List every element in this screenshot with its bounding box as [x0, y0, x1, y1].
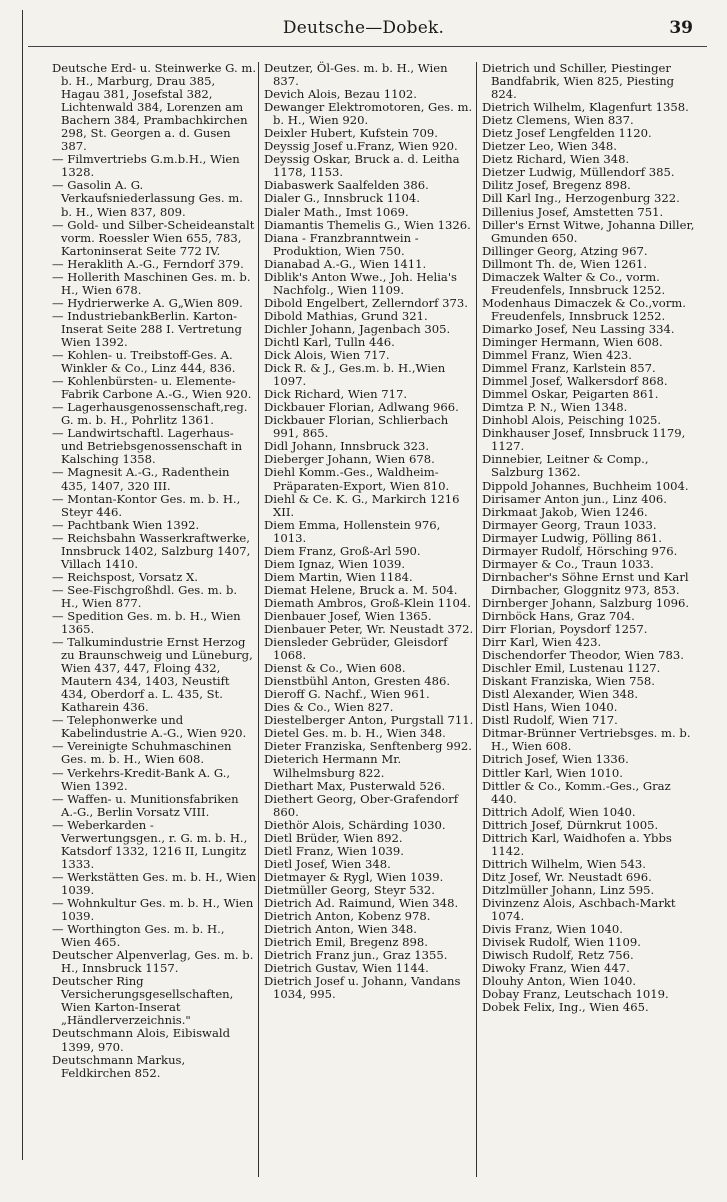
directory-entry: — IndustriebankBerlin. Karton-Inserat Seite 288 I. Vertretung Wien 1392.: [52, 308, 242, 349]
directory-entry: Dittrich Josef, Dürnkrut 1005.: [482, 817, 659, 832]
directory-entry: — Hollerith Maschinen Ges. m. b. H., Wien 678.: [52, 269, 251, 297]
directory-entry: Dietrich Anton, Wien 348.: [264, 922, 417, 937]
directory-entry: Dirnböck Hans, Graz 704.: [482, 608, 635, 623]
directory-entry: Ditz Josef, Wr. Neustadt 696.: [482, 869, 652, 884]
directory-entry: Dietel Ges. m. b. H., Wien 348.: [264, 726, 446, 741]
directory-entry: Ditzlmüller Johann, Linz 595.: [482, 882, 655, 897]
directory-entry: Dietzer Leo, Wien 348.: [482, 139, 617, 154]
directory-entry: Dimmel Josef, Walkersdorf 868.: [482, 374, 668, 389]
directory-entry: Dittrich Adolf, Wien 1040.: [482, 804, 636, 819]
directory-entry: Dirmayer Ludwig, Pölling 861.: [482, 530, 662, 545]
directory-entry: Divisek Rudolf, Wien 1109.: [482, 935, 641, 950]
directory-entry: Dianabad A.-G., Wien 1411.: [264, 256, 427, 271]
directory-entry: Diem Emma, Hollenstein 976, 1013.: [264, 517, 441, 545]
directory-entry: Diller's Ernst Witwe, Johanna Diller, Gmunden 650.: [482, 217, 695, 245]
directory-entry: Dinnebier, Leitner & Comp., Salzburg 1362.: [482, 452, 649, 480]
directory-entry: Dimmel Franz, Wien 423.: [482, 348, 632, 363]
directory-entry: Diethör Alois, Schärding 1030.: [264, 817, 446, 832]
directory-entry: Diehl Komm.-Ges., Waldheim-Präparaten-Export, Wien 810.: [264, 465, 450, 493]
directory-entry: — Filmvertriebs G.m.b.H., Wien 1328.: [52, 152, 240, 180]
directory-entry: Dietl Brüder, Wien 892.: [264, 830, 403, 845]
directory-entry: Diblik's Anton Wwe., Joh. Helia's Nachfolg., Wien 1109.: [264, 269, 457, 297]
directory-entry: Dibold Mathias, Grund 321.: [264, 308, 428, 323]
directory-entry: Dittler Karl, Wien 1010.: [482, 765, 623, 780]
directory-entry: Dill Karl Ing., Herzogenburg 322.: [482, 191, 680, 206]
directory-entry: Diem Ignaz, Wien 1039.: [264, 556, 406, 571]
directory-entry: — Heraklith A.-G., Ferndorf 379.: [52, 256, 244, 271]
directory-entry: Dialer Math., Imst 1069.: [264, 204, 409, 219]
column-2: [264, 62, 474, 1001]
directory-entry: — Reichsbahn Wasserkraftwerke, Innsbruck 1402, Salzburg 1407, Villach 1410.: [52, 530, 251, 571]
directory-entry: Dobay Franz, Leutschach 1019.: [482, 987, 669, 1002]
directory-entry: Dietrich Wilhelm, Klagenfurt 1358.: [482, 100, 689, 115]
directory-entry: Didl Johann, Innsbruck 323.: [264, 439, 430, 454]
directory-entry: Dimarko Josef, Neu Lassing 334.: [482, 321, 675, 336]
directory-entry: Diwoky Franz, Wien 447.: [482, 961, 630, 976]
page-number: 39: [669, 18, 693, 38]
directory-entry: Dietrich Emil, Bregenz 898.: [264, 935, 428, 950]
directory-entry: Deutscher Alpenverlag, Ges. m. b. H., Innsbruck 1157.: [52, 948, 254, 976]
directory-entry: — Waffen- u. Munitionsfabriken A.-G., Berlin Vorsatz VIII.: [52, 791, 239, 819]
directory-entry: Dirisamer Anton jun., Linz 406.: [482, 491, 667, 506]
directory-entry: Dienstbühl Anton, Gresten 486.: [264, 674, 451, 689]
directory-entry: Dietz Josef Lengfelden 1120.: [482, 126, 652, 141]
directory-entry: Distl Hans, Wien 1040.: [482, 700, 618, 715]
directory-entry: Divis Franz, Wien 1040.: [482, 922, 623, 937]
directory-entry: Diabaswerk Saalfelden 386.: [264, 178, 429, 193]
directory-entry: Dichtl Karl, Tulln 446.: [264, 334, 395, 349]
directory-entry: Dietmüller Georg, Steyr 532.: [264, 882, 435, 897]
directory-entry: Dillinger Georg, Atzing 967.: [482, 243, 648, 258]
directory-entry: Dirmayer Georg, Traun 1033.: [482, 517, 657, 532]
directory-entry: Dietmayer & Rygl, Wien 1039.: [264, 869, 444, 884]
directory-entry: Diana - Franzbranntwein - Produktion, Wien 750.: [264, 230, 419, 258]
directory-entry: Deutscher Ring Versicherungsgesellschaften, Wien Karton-Inserat „Händlerverzeichnis.": [52, 974, 234, 1028]
directory-entry: Dickbauer Florian, Schlierbach 991, 865.: [264, 413, 449, 441]
directory-entry: Dlouhy Anton, Wien 1040.: [482, 974, 637, 989]
directory-entry: — Lagerhausgenossenschaft,reg. G. m. b. H., Pohrlitz 1361.: [52, 400, 248, 428]
directory-entry: Deutzer, Öl-Ges. m. b. H., Wien 837.: [264, 61, 448, 89]
directory-entry: Divinzenz Alois, Aschbach-Markt 1074.: [482, 896, 676, 924]
directory-entry: — See-Fischgroßhdl. Ges. m. b. H., Wien 877.: [52, 582, 238, 610]
directory-entry: Dietrich Gustav, Wien 1144.: [264, 961, 429, 976]
header-rule: [28, 46, 707, 47]
column-1: [52, 62, 257, 1080]
directory-entry: Dillenius Josef, Amstetten 751.: [482, 204, 664, 219]
directory-entry: Dinkhauser Josef, Innsbruck 1179, 1127.: [482, 426, 686, 454]
directory-entry: Dieroff G. Nachf., Wien 961.: [264, 687, 430, 702]
directory-entry: Dietrich Josef u. Johann, Vandans 1034, 995.: [264, 974, 461, 1002]
directory-entry: Dick R. & J., Ges.m. b. H.,Wien 1097.: [264, 361, 446, 389]
directory-entry: Dirr Karl, Wien 423.: [482, 635, 602, 650]
directory-entry: Ditrich Josef, Wien 1336.: [482, 752, 629, 767]
directory-entry: Dewanger Elektromotoren, Ges. m. b. H., Wien 920.: [264, 100, 473, 128]
directory-entry: Diethart Max, Pusterwald 526.: [264, 778, 446, 793]
directory-entry: Dickbauer Florian, Adlwang 966.: [264, 400, 459, 415]
directory-entry: — Hydrierwerke A. G„Wien 809.: [52, 295, 243, 310]
directory-entry: Dillmont Th. de, Wien 1261.: [482, 256, 648, 271]
directory-entry: — Vereinigte Schuhmaschinen Ges. m. b. H., Wien 608.: [52, 739, 232, 767]
directory-entry: Distl Rudolf, Wien 717.: [482, 713, 618, 728]
directory-entry: Dienst & Co., Wien 608.: [264, 661, 406, 676]
directory-entry: Dietrich Ad. Raimund, Wien 348.: [264, 896, 459, 910]
directory-entry: Dienbauer Peter, Wr. Neustadt 372.: [264, 622, 474, 637]
directory-entry: Ditmar-Brünner Vertriebsges. m. b. H., Wien 608.: [482, 726, 691, 754]
directory-entry: Dietl Franz, Wien 1039.: [264, 843, 404, 858]
directory-entry: Deyssig Josef u.Franz, Wien 920.: [264, 139, 458, 154]
directory-entry: Dirmayer Rudolf, Hörsching 976.: [482, 543, 678, 558]
directory-entry: Dimaczek Walter & Co., vorm. Freudenfels, Innsbruck 1252.: [482, 269, 666, 297]
directory-entry: Dieterich Hermann Mr. Wilhelmsburg 822.: [264, 752, 402, 780]
directory-entry: Dietl Josef, Wien 348.: [264, 856, 391, 871]
column-3: [482, 62, 700, 1014]
directory-entry: Deyssig Oskar, Bruck a. d. Leitha 1178, 1153.: [264, 152, 460, 180]
directory-entry: Diwisch Rudolf, Retz 756.: [482, 948, 634, 963]
directory-entry: Dibold Engelbert, Zellerndorf 373.: [264, 295, 468, 310]
directory-entry: — Kohlen- u. Treibstoff-Ges. A. Winkler & Co., Linz 444, 836.: [52, 348, 236, 376]
directory-entry: Dittrich Karl, Waidhofen a. Ybbs 1142.: [482, 830, 672, 858]
directory-entry: — Montan-Kontor Ges. m. b. H., Steyr 446.: [52, 491, 241, 519]
directory-entry: — Landwirtschaftl. Lagerhaus- und Betriebsgenossenschaft in Kalsching 1358.: [52, 426, 243, 467]
directory-entry: Diem Franz, Groß-Arl 590.: [264, 543, 421, 558]
directory-entry: Modenhaus Dimaczek & Co.,vorm. Freudenfels, Innsbruck 1252.: [482, 295, 686, 323]
directory-entry: Dischendorfer Theodor, Wien 783.: [482, 648, 684, 663]
directory-entry: Dimmel Franz, Karlstein 857.: [482, 361, 656, 376]
directory-entry: Dirr Florian, Poysdorf 1257.: [482, 622, 648, 637]
directory-entry: — Gasolin A. G. Verkaufsniederlassung Ges. m. b. H., Wien 837, 809.: [52, 178, 243, 219]
directory-entry: — Worthington Ges. m. b. H., Wien 465.: [52, 922, 225, 950]
directory-entry: Dippold Johannes, Buchheim 1004.: [482, 478, 689, 493]
directory-entry: — Verkehrs-Kredit-Bank A. G., Wien 1392.: [52, 765, 231, 793]
directory-entry: Diensleder Gebrüder, Gleisdorf 1068.: [264, 635, 448, 663]
directory-entry: Diamantis Themelis G., Wien 1326.: [264, 217, 471, 232]
directory-entry: Dick Richard, Wien 717.: [264, 387, 408, 402]
directory-entry: Diehl & Ce. K. G., Markirch 1216 XII.: [264, 491, 460, 519]
directory-entry: Diethert Georg, Ober-Grafendorf 860.: [264, 791, 458, 819]
directory-entry: — Wohnkultur Ges. m. b. H., Wien 1039.: [52, 896, 254, 924]
directory-entry: Diemath Ambros, Groß-Klein 1104.: [264, 595, 471, 610]
directory-entry: Deutschmann Alois, Eibiswald 1399, 970.: [52, 1026, 231, 1054]
directory-entry: Dies & Co., Wien 827.: [264, 700, 394, 715]
directory-entry: Dietrich Anton, Kobenz 978.: [264, 909, 431, 924]
directory-entry: — Pachtbank Wien 1392.: [52, 517, 200, 532]
directory-entry: — Spedition Ges. m. b. H., Wien 1365.: [52, 608, 241, 637]
directory-entry: — Kohlenbürsten- u. Elemente-Fabrik Carbone A.-G., Wien 920.: [52, 374, 252, 402]
directory-entry: Dirnbacher's Söhne Ernst und Karl Dirnbacher, Gloggnitz 973, 853.: [482, 569, 689, 597]
directory-entry: Dobek Felix, Ing., Wien 465.: [482, 1000, 649, 1015]
left-margin-rule: [22, 10, 23, 1160]
directory-entry: Dinhobl Alois, Peisching 1025.: [482, 413, 662, 428]
directory-entry: — Telephonwerke und Kabelindustrie A.-G., Wien 920.: [52, 713, 247, 741]
directory-entry: Dietrich Franz jun., Graz 1355.: [264, 948, 448, 963]
directory-entry: Dimtza P. N., Wien 1348.: [482, 400, 628, 415]
page-title: Deutsche—Dobek.: [282, 18, 445, 38]
directory-entry: — Weberkarden - Verwertungsgen., r. G. m. b. H., Katsdorf 1332, 1216 II, Lungitz 1333.: [52, 817, 248, 871]
directory-entry: Dischler Emil, Lustenau 1127.: [482, 661, 661, 676]
directory-entry: Diskant Franziska, Wien 758.: [482, 674, 655, 689]
directory-entry: Dieter Franziska, Senftenberg 992.: [264, 739, 472, 754]
column-divider-1: [258, 62, 259, 1177]
directory-entry: Dialer G., Innsbruck 1104.: [264, 191, 420, 206]
page-header: [0, 14, 727, 46]
directory-entry: Dick Alois, Wien 717.: [264, 348, 390, 363]
directory-entry: — Reichspost, Vorsatz X.: [52, 569, 198, 584]
directory-entry: Dieberger Johann, Wien 678.: [264, 452, 435, 467]
column-divider-2: [476, 62, 477, 1177]
directory-entry: Dirmayer & Co., Traun 1033.: [482, 556, 654, 571]
directory-entry: Diemat Helene, Bruck a. M. 504.: [264, 582, 458, 597]
directory-entry: Deixler Hubert, Kufstein 709.: [264, 126, 438, 141]
directory-entry: Dirnberger Johann, Salzburg 1096.: [482, 595, 690, 610]
directory-entry: Dimmel Oskar, Peigarten 861.: [482, 387, 659, 402]
directory-entry: — Gold- und Silber-Scheideanstalt vorm. Roessler Wien 655, 783, Kartoninserat Seite 772 IV.: [52, 217, 255, 258]
directory-entry: Dichler Johann, Jagenbach 305.: [264, 321, 451, 336]
directory-entry: Dietrich und Schiller, Piestinger Bandfabrik, Wien 825, Piesting 824.: [482, 61, 675, 102]
directory-entry: — Werkstätten Ges. m. b. H., Wien 1039.: [52, 869, 257, 897]
directory-entry: Diminger Hermann, Wien 608.: [482, 334, 663, 349]
directory-entry: Dietz Clemens, Wien 837.: [482, 113, 634, 128]
directory-entry: Dietz Richard, Wien 348.: [482, 152, 630, 167]
directory-entry: — Magnesit A.-G., Radenthein 435, 1407, 320 III.: [52, 465, 230, 493]
directory-entry: — Talkumindustrie Ernst Herzog zu Braunschweig und Lüneburg, Wien 437, 447, Floing 432, Mautern 434, 1403, Neustift 434, Oberdorf a. L. 435, St. Katharein 436.: [52, 635, 253, 715]
directory-entry: Dienbauer Josef, Wien 1365.: [264, 608, 432, 623]
directory-entry: Dittler & Co., Komm.-Ges., Graz 440.: [482, 778, 671, 806]
directory-entry: Devich Alois, Bezau 1102.: [264, 87, 417, 102]
directory-entry: Dirkmaat Jakob, Wien 1246.: [482, 504, 648, 519]
directory-entry: Dittrich Wilhelm, Wien 543.: [482, 856, 646, 871]
directory-entry: Deutsche Erd- u. Steinwerke G. m. b. H., Marburg, Drau 385, Hagau 381, Josefstal 382, Lichtenwald 384, Lorenzen am Bachern 384, Prambachkirchen 298, St. Georgen a. d. Gusen 387.: [52, 61, 257, 154]
directory-entry: Dilitz Josef, Bregenz 898.: [482, 178, 631, 193]
directory-entry: Diem Martin, Wien 1184.: [264, 569, 413, 584]
directory-entry: Dietzer Ludwig, Müllendorf 385.: [482, 165, 675, 180]
directory-entry: Deutschmann Markus, Feldkirchen 852.: [52, 1052, 186, 1080]
directory-entry: Diestelberger Anton, Purgstall 711.: [264, 713, 474, 728]
directory-entry: Distl Alexander, Wien 348.: [482, 687, 639, 702]
